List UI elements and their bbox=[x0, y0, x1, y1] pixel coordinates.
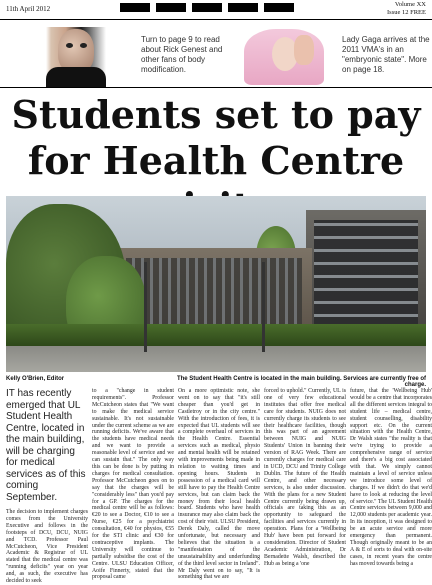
article-column-1 bbox=[6, 388, 88, 585]
article-column-2: to a "change in student requirements". Professor McCutcheon states that "We want to make the medical service sustainable. It's not sustainable under the current scheme as we are running deficits. We've aware that the students have medical needs and we want to provide a reasonable level of service and we can sustain that." The only way this can be done is by putting in charges for medical consultation. Professor McCutcheon goes on to say that the charges will be "considerably less" than you'd pay for a GP. The charges for the medical centre will be as follows: €20 to see a Doctor, €10 to see a Nurse, €25 for a psychiatrist consultation, €40 for physios, €55 for the STI clinic and €30 for contraceptive implants. The University will continue to partially subsidise the cost of the Centre. ULSU Education Officer, Aoife Finnerty, stated that the proposal came bbox=[92, 388, 174, 581]
headline: Students set to pay for Health Centre bbox=[11, 92, 421, 183]
shirt-shape bbox=[46, 67, 106, 87]
eye-shape bbox=[80, 43, 87, 48]
road bbox=[6, 346, 426, 372]
issue-date: 11th April 2012 bbox=[6, 5, 51, 13]
eye-shape bbox=[66, 43, 73, 48]
hedge bbox=[6, 324, 426, 346]
health-centre-photo bbox=[6, 196, 426, 372]
newspaper-logo: ▬▬▬▬▬ bbox=[120, 0, 300, 19]
masthead bbox=[0, 0, 432, 20]
promo-text-body-modification[interactable]: Turn to page 9 to read about Rick Genest and other fans of body modification. bbox=[141, 35, 223, 74]
tattooed-man-photo[interactable] bbox=[6, 27, 106, 83]
issue-label: Issue 12 FREE bbox=[387, 9, 426, 16]
volume-label: Volume XX bbox=[394, 1, 426, 8]
article-column-5: future, that the 'Wellbeing Hub' would be a centre that incorporates all the different services integral to student life – medical centre, student counselling, disability support etc. On the current situation with the Health Centre, Dr Walsh states "the reality is that we're trying to provide a comprehensive range of service and there's a big cost associated with that. We simply cannot maintain a level of service unless we introduce some level of charges. If we didn't do that we'd have to look at reducing the level of service." The UL Student Health Centre services between 9,000 and 12,000 students per academic year. In its inception, it was designed to be an acute service and more emergency than permanent. Though originally meant to be an A & E of sorts to deal with on-site cases, in recent years the centre has moved towards being a bbox=[350, 388, 432, 567]
article-text: The decision to implement charges comes from the University Executive and follows in the footsteps of DCU, DCU, NUIG and TCD. Professor Paul McCutcheon, Vice President Academic & Registrar of UL stated that the medical centre was "running deficits" year on year and, as such, the executive has decided to seek bbox=[6, 509, 88, 585]
tower-windows bbox=[314, 220, 418, 340]
photo-caption: The Student Health Centre is located in the main building. Services are currently free of charge. bbox=[176, 376, 426, 388]
lamp-post bbox=[262, 262, 265, 352]
pull-quote: IT has recently emerged that UL Student Health Centre, located in the main building, will be charging for medical services as of this coming September. bbox=[6, 388, 86, 503]
byline: Kelly O'Brien, Editor bbox=[6, 376, 65, 382]
lamp-post bbox=[144, 262, 147, 352]
issue-info bbox=[387, 1, 426, 17]
hand-shape bbox=[294, 35, 314, 65]
promo-strip bbox=[0, 22, 432, 88]
promo-text-lady-gaga[interactable]: Lady Gaga arrives at the 2011 VMA's in an "embryonic state". More on page 18. bbox=[342, 35, 430, 74]
lady-gaga-photo[interactable] bbox=[234, 27, 334, 83]
glass-facade bbox=[126, 258, 302, 328]
article-column-4: forced to uphold." Currently, UL is one of very few educational institutes that offer free medical care for students. NUIG does not currently charge its students to see their healthcare facilities, though this was part of an agreement between NUIG and NUIG Students' Union in banning their version of RAG Week. There are currently charges for medical care in UCD, DCU and Trinity College Dublin. The future of the Health Centre, and other necessary services, is also under discussion. With the plans for a new Student Centre currently being drawn up, officials are taking this as an opportunity to safeguard the facilities and services currently in operation. Plans for a 'Wellbeing Hub' have been put forward for consideration. Director of Student Academic Administration, Dr Bernadette Walsh, described the Hub as being a 'one bbox=[264, 388, 346, 567]
article-column-3: On a more optimistic note, she went on to say that "it's still cheaper than you'd get in Castletroy or in the city centre." With the introduction of fees, it is expected that UL students will see a complete overhaul of services in the Health Centre. Essential services such as medical, physio and mental health will be retained with improvements being made in relation to waiting times and opening hours. Students in possession of a medical card will still have to pay the Health Centre services, but can claim back the money from their local health board. Students who have health insurance may also claim back the cost of their visit. ULSU President, Derek Daly, called the move unfortunate, but necessary and believes that the situation is a "manifestation of the unsustainability and underfunding of the third level sector in Ireland". Mr Daly went on to say, "It is something that we are bbox=[178, 388, 260, 581]
